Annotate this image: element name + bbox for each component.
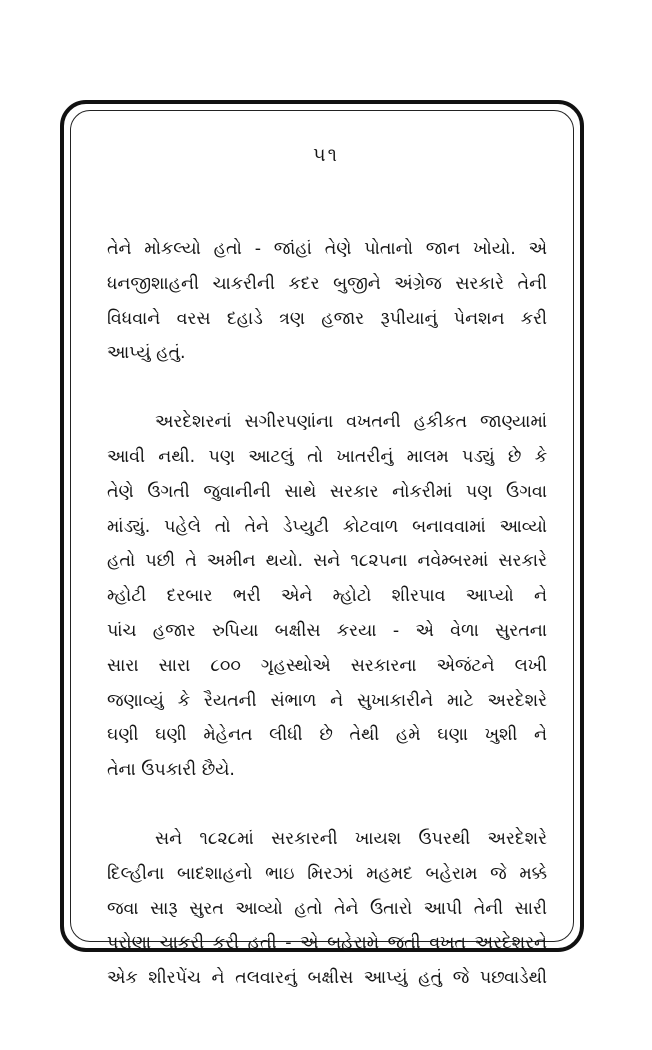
text-line: મ્હોટી દરબાર ભરી એને મ્હોટો શીરપાવ આપ્યો ને <box>107 586 547 607</box>
paragraph-gap <box>107 371 547 405</box>
text-line: આપ્યું હતું. <box>107 343 186 364</box>
paragraph-1 <box>107 232 547 371</box>
text-line: હતો પછી તે અમીન થયો. સને ૧૮૨૫ના નવેમ્બરમાં સરકારે <box>107 551 547 572</box>
page-number: ૫૧ <box>313 144 339 166</box>
paragraph-gap <box>107 788 547 822</box>
text-line: એક શીરપેંચ ને તલવારનું બક્ષીસ આપ્યું હતું જે પછ્વાડેથી <box>107 968 547 989</box>
text-line: પરોણા ચાકરી કરી હતી - એ બહેરામે જતી વખત અરદેશરને <box>107 933 547 954</box>
text-line: સારા સારા ૮૦૦ ગૃહસ્થોએ સરકારના એજંટને લખી <box>107 655 547 676</box>
text-line: દિલ્હીના બાદશાહનો ભાઇ મિરઝાં મહમદ બહેરામ જે મક્કે <box>107 863 547 884</box>
text-line: સને ૧૮૨૮માં સરકારની ખાયશ ઉપરથી અરદેશરે <box>155 828 547 849</box>
text-line: ઘણી ઘણી મેહેનત લીધી છે તેથી હમે ઘણા ખુશી ને <box>107 725 547 746</box>
text-line: ધનજીશાહની ચાકરીની કદર બુજીને અંગ્રેજ સરકારે તેની <box>107 273 547 294</box>
text-line: જવા સારૂ સુરત આવ્યો હતો તેને ઉતારો આપી તેની સારી <box>107 898 547 919</box>
text-line: આવી નથી. પણ આટલું તો ખાતરીનું માલમ પડ્યું છે કે <box>107 446 547 467</box>
text-line: પાંચ હજાર રુપિયા બક્ષીસ કરયા - એ વેળા સુરતના <box>107 620 547 641</box>
text-line: તેના ઉપકારી છૈયે. <box>107 760 235 781</box>
text-line: જણાવ્યું કે રૈયતની સંભાળ ને સુખાકારીને માટે અરદેશરે <box>107 690 547 711</box>
text-line: વિધવાને વરસ દહાડે ત્રણ હજાર રૂપીયાનું પેનશન કરી <box>107 308 547 329</box>
body-text <box>107 232 547 996</box>
paragraph-2 <box>107 405 547 788</box>
text-line: માંડ્યું. પહેલે તો તેને ડેપ્યુટી કોટવાળ બનાવવામાં આવ્યો <box>107 516 547 537</box>
text-line: તેને મોકલ્યો હતો - જાંહાં તેણે પોતાનો જાન ખોયો. એ <box>107 239 547 259</box>
text-line: અરદેશરનાં સગીરપણાંના વખતની હકીકત જાણ્યામાં <box>155 412 547 433</box>
paragraph-3 <box>107 822 547 996</box>
text-line: તેણે ઉગતી જુવાનીની સાથે સરકાર નોકરીમાં પણ ઉગવા <box>107 481 547 502</box>
